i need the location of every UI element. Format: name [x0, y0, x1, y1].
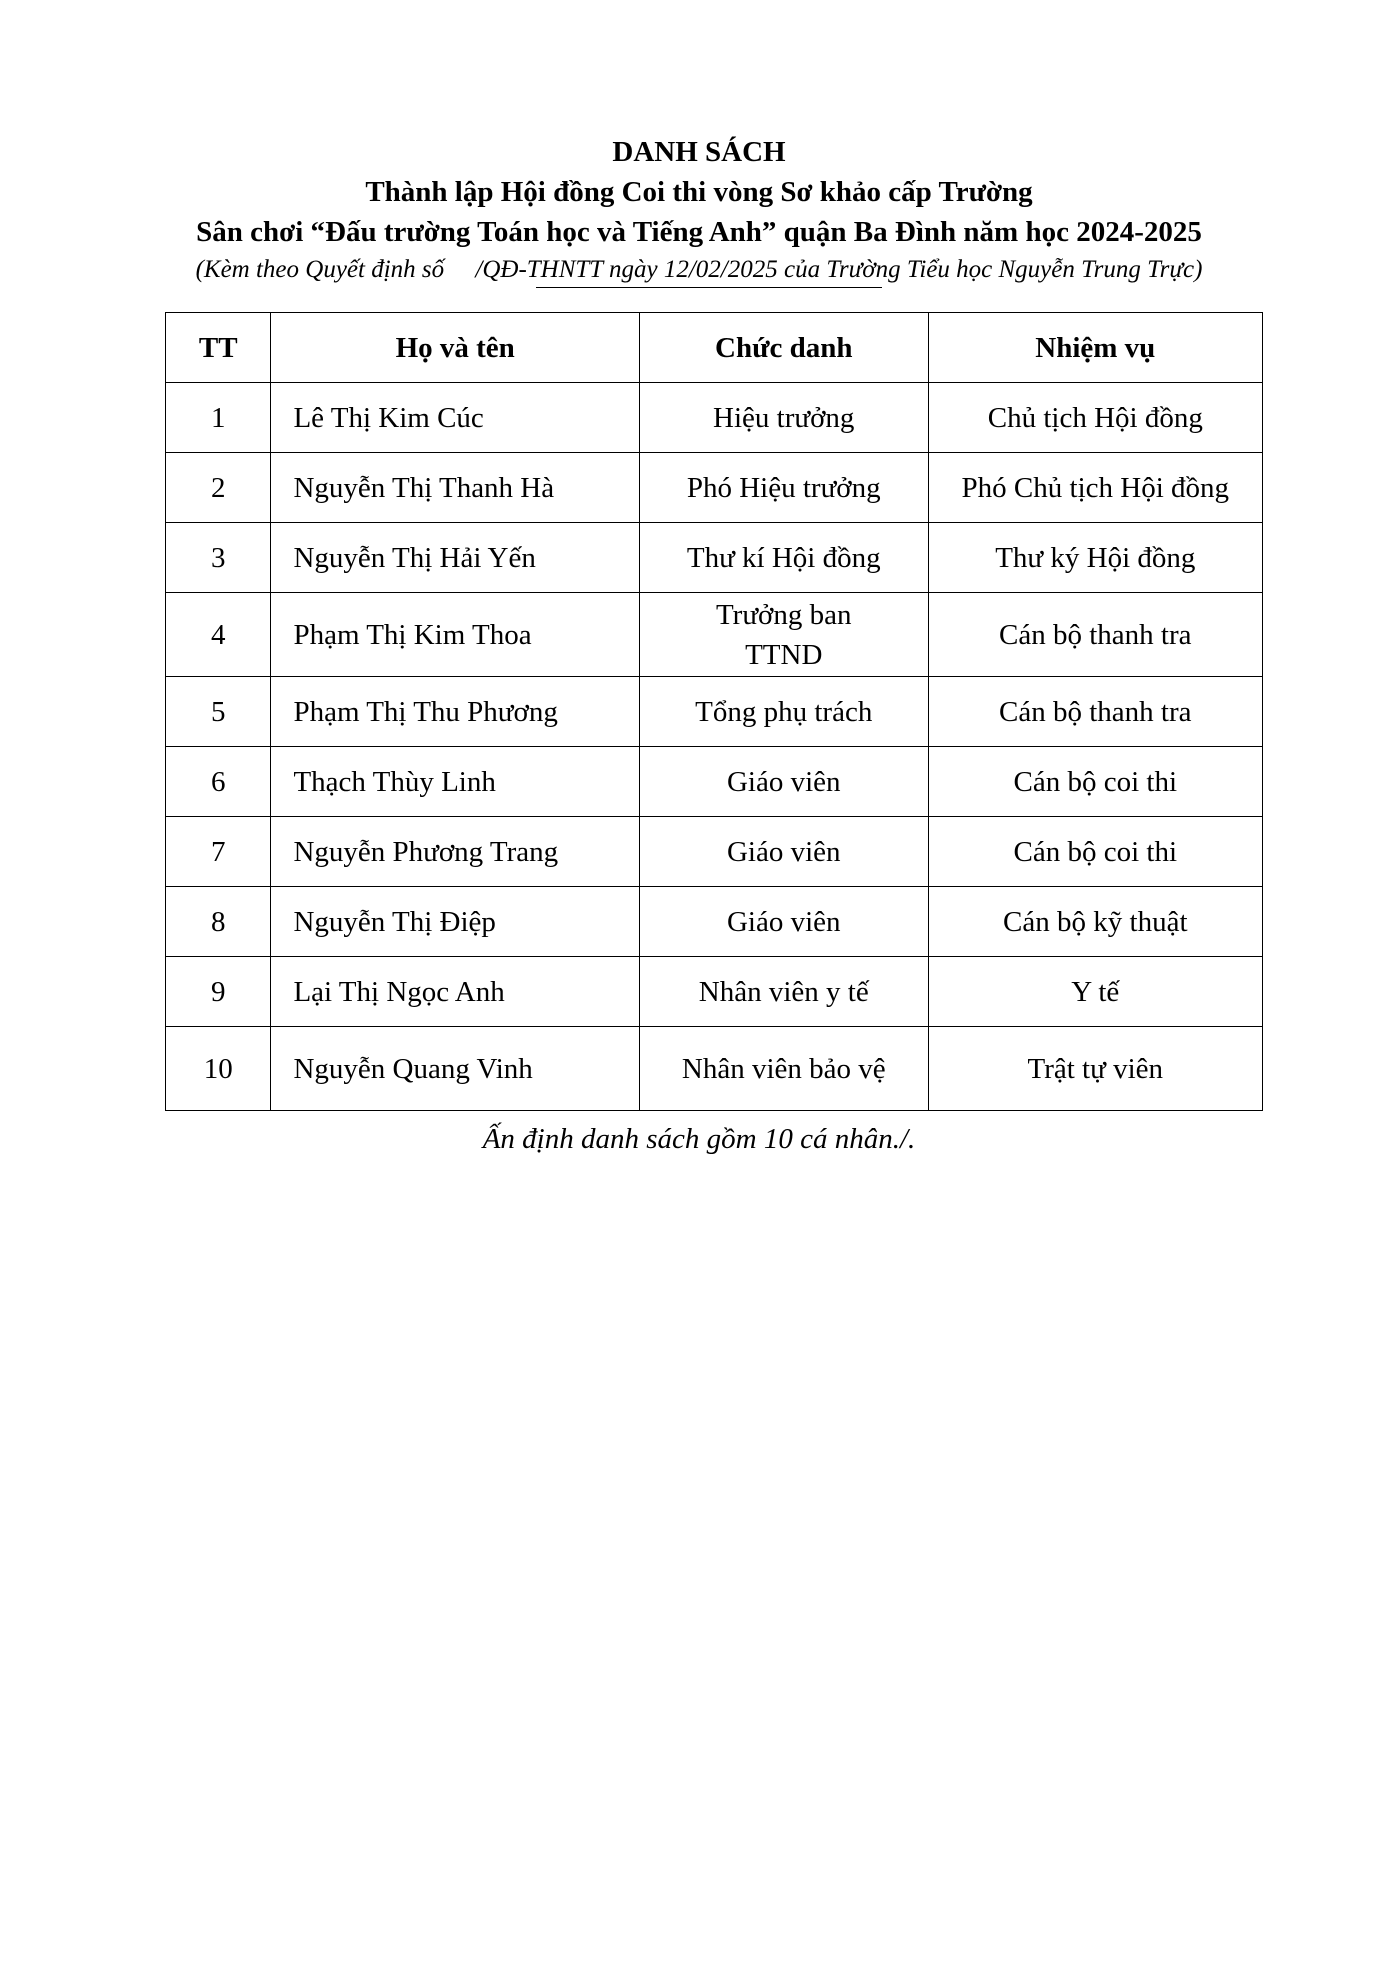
cell-tt: 9 [166, 957, 271, 1027]
cell-name: Thạch Thùy Linh [271, 747, 640, 817]
cell-name: Lại Thị Ngọc Anh [271, 957, 640, 1027]
cell-tt: 1 [166, 383, 271, 453]
cell-name: Lê Thị Kim Cúc [271, 383, 640, 453]
table-row [166, 453, 1263, 523]
column-header-role: Chức danh [639, 313, 928, 383]
cell-name: Nguyễn Phương Trang [271, 817, 640, 887]
cell-name: Nguyễn Thị Thanh Hà [271, 453, 640, 523]
document-subtitle-council: Thành lập Hội đồng Coi thi vòng Sơ khảo cấp Trường [365, 176, 1033, 208]
cell-tt: 10 [166, 1027, 271, 1111]
document-subtitle-event: Sân chơi “Đấu trường Toán học và Tiếng Anh” quận Ba Đình năm học 2024-2025 [196, 216, 1202, 248]
table-row [166, 593, 1263, 677]
table-row [166, 677, 1263, 747]
cell-tt: 5 [166, 677, 271, 747]
cell-role: Nhân viên y tế [639, 957, 928, 1027]
cell-name: Phạm Thị Kim Thoa [271, 593, 640, 677]
decision-reference-note: (Kèm theo Quyết định số /QĐ-THNTT ngày 12/02/2025 của Trường Tiểu học Nguyễn Trung Trực) [195, 256, 1203, 283]
column-header-name: Họ và tên [271, 313, 640, 383]
cell-name: Nguyễn Thị Hải Yến [271, 523, 640, 593]
cell-name: Phạm Thị Thu Phương [271, 677, 640, 747]
list-closing-note: Ấn định danh sách gồm 10 cá nhân./. [482, 1123, 916, 1155]
table-row [166, 887, 1263, 957]
cell-role: Thư kí Hội đồng [639, 523, 928, 593]
cell-role: Giáo viên [639, 747, 928, 817]
table-row [166, 1027, 1263, 1111]
cell-role: Nhân viên bảo vệ [639, 1027, 928, 1111]
cell-role: Trưởng ban TTND [639, 593, 928, 677]
cell-duty: Cán bộ thanh tra [928, 677, 1262, 747]
cell-tt: 6 [166, 747, 271, 817]
table-header-row [166, 313, 1263, 383]
table-row [166, 957, 1263, 1027]
cell-name: Nguyễn Quang Vinh [271, 1027, 640, 1111]
cell-duty: Cán bộ coi thi [928, 817, 1262, 887]
cell-tt: 3 [166, 523, 271, 593]
cell-tt: 2 [166, 453, 271, 523]
cell-duty: Trật tự viên [928, 1027, 1262, 1111]
column-header-tt: TT [166, 313, 271, 383]
cell-duty: Cán bộ thanh tra [928, 593, 1262, 677]
cell-duty: Cán bộ coi thi [928, 747, 1262, 817]
cell-tt: 4 [166, 593, 271, 677]
cell-role: Giáo viên [639, 887, 928, 957]
cell-role: Phó Hiệu trưởng [639, 453, 928, 523]
column-header-duty: Nhiệm vụ [928, 313, 1262, 383]
cell-duty: Chủ tịch Hội đồng [928, 383, 1262, 453]
document-header [0, 132, 1398, 288]
cell-role: Hiệu trưởng [639, 383, 928, 453]
cell-role: Giáo viên [639, 817, 928, 887]
cell-duty: Thư ký Hội đồng [928, 523, 1262, 593]
council-members-table [165, 312, 1263, 1111]
note-underline [536, 287, 882, 288]
table-row [166, 383, 1263, 453]
table-row [166, 523, 1263, 593]
cell-tt: 8 [166, 887, 271, 957]
cell-tt: 7 [166, 817, 271, 887]
cell-duty: Y tế [928, 957, 1262, 1027]
table-row [166, 747, 1263, 817]
cell-role: Tổng phụ trách [639, 677, 928, 747]
cell-duty: Phó Chủ tịch Hội đồng [928, 453, 1262, 523]
document-title: DANH SÁCH [612, 136, 786, 168]
table-row [166, 817, 1263, 887]
cell-duty: Cán bộ kỹ thuật [928, 887, 1262, 957]
cell-name: Nguyễn Thị Điệp [271, 887, 640, 957]
